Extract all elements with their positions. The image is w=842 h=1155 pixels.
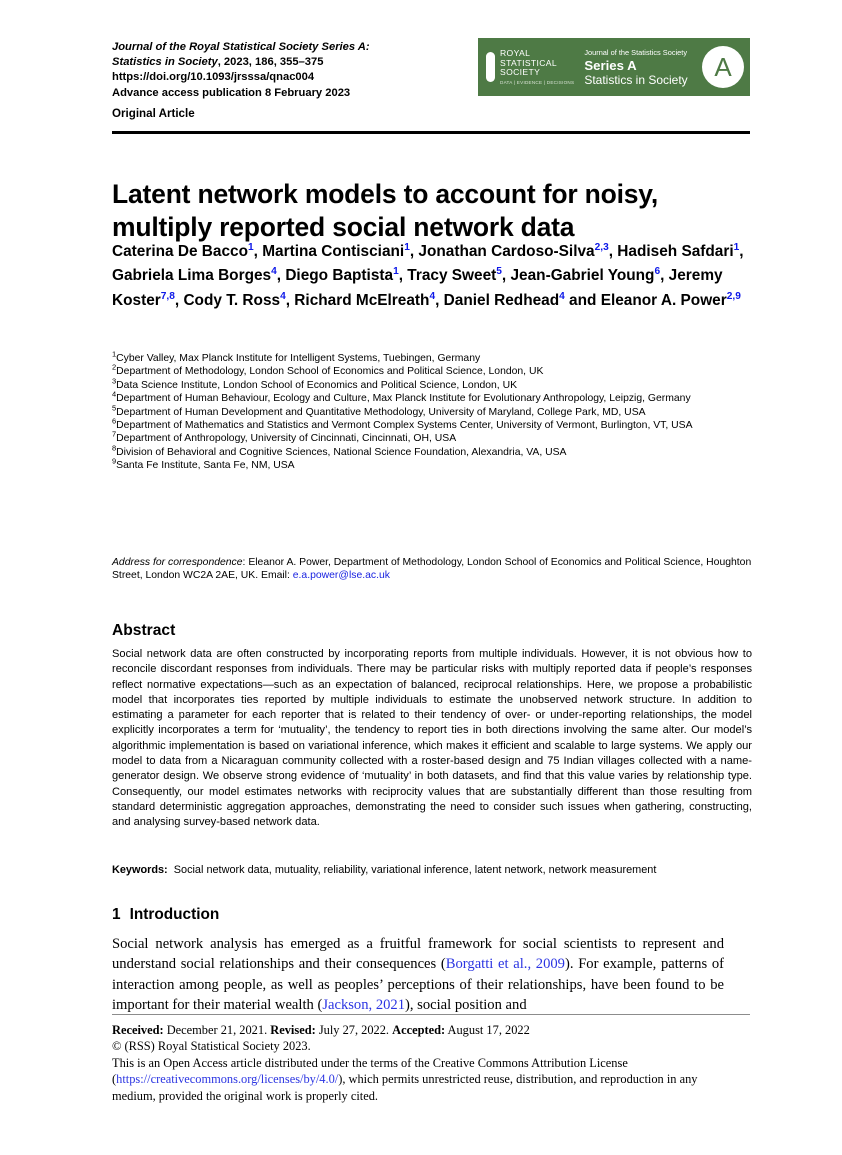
rss-tagline: DATA | EVIDENCE | DECISIONS [500,79,575,85]
journal-citation-block [112,40,472,121]
page-title: Latent network models to account for noisy, multiply reported social network data [112,178,658,242]
affiliation-text: Division of Behavioral and Cognitive Sciences, National Science Foundation, Alexandria, VA, USA [116,446,567,458]
author-separator: , [739,243,744,260]
rss-logo-society [486,49,574,85]
citation-link-borgatti[interactable]: Borgatti et al., 2009 [445,956,565,973]
keywords-list: Social network data, mutuality, reliability, variational inference, latent network, network measurement [173,864,657,876]
header-divider [112,131,750,134]
abstract-heading: Abstract [112,622,176,639]
author-affiliation-marker: 4 [559,290,565,302]
logo-subtitle: Statistics in Society [584,72,688,87]
revised-label: Revised: [270,1023,316,1037]
received-label: Received: [112,1023,164,1037]
affiliation-text: Department of Methodology, London School of Economics and Political Science, London, UK [116,366,544,378]
author-name: Caterina De Bacco [112,243,249,260]
affiliation-text: Department of Human Development and Quantitative Methodology, University of Maryland, College Park, MD, USA [116,406,646,418]
journal-title-line1: Journal of the Royal Statistical Society Series A: [112,41,370,53]
license-text-1: This is an Open Access article distributed under the terms of the Creative Commons Attribution License ( [112,1055,628,1087]
affiliation-marker: 1 [112,349,117,359]
intro-text-3: ), social position and [405,996,527,1013]
affiliation-text: Department of Anthropology, University of Cincinnati, Cincinnati, OH, USA [116,433,457,445]
received-date: December 21, 2021. [163,1023,271,1037]
journal-title-italic: Statistics in Society [112,56,218,69]
author-affiliation-marker: 1 [248,241,254,253]
rss-logo-textblock [500,49,574,85]
rss-line-3: SOCIETY [500,67,541,78]
accepted-label: Accepted: [392,1023,446,1037]
author-separator: , [174,291,184,309]
correspondence-email-link[interactable]: e.a.power@lse.ac.uk [292,570,390,582]
author-affiliation-marker: 2,9 [726,290,741,302]
author-separator: , [253,243,263,260]
author-affiliation-marker: 4 [271,266,277,278]
correspondence-label: Address for correspondence [112,557,243,568]
license-statement [112,1055,740,1104]
affiliation-list [112,349,760,473]
author-affiliation-marker: 1 [404,241,410,253]
affiliation-marker: 3 [112,376,117,386]
paper-page [112,0,750,1155]
license-text-2: ), which permits unrestricted reuse, distribution, and reproduction in any medium, provided the original work is properly cited. [112,1072,698,1103]
section-number: 1 [112,906,121,923]
affiliation-item [112,443,760,459]
author-affiliation-marker: 5 [496,266,502,278]
publication-history [112,1022,740,1038]
journal-pages: , 355–375 [273,56,324,69]
affiliation-text: Department of Human Behaviour, Ecology and Culture, Max Planck Institute for Evolutionary Anthropology, Leipzig, Germany [116,393,691,405]
affiliation-item [112,389,760,405]
affiliation-item [112,403,760,419]
affiliation-text: Cyber Valley, Max Planck Institute for Intelligent Systems, Tuebingen, Germany [116,353,481,364]
article-type-label: Original Article [112,106,195,120]
author-name: Diego Baptista [285,267,394,285]
correspondence-text: : Eleanor A. Power, Department of Methodology, London School of Economics and Political Science, Houghton Street, London WC2A 2AE, UK. Email: [112,557,752,582]
author-separator: , [501,267,511,285]
affiliation-item [112,349,760,365]
intro-text-1: Social network analysis has emerged as a fruitful framework for social scientists to represent and understand social relationships and their consequences ( [112,936,724,973]
doi-text: https://doi.org/10.1093/jrsssa/qnac004 [112,71,315,84]
rss-line-2: STATISTICAL [500,57,558,68]
section-heading-introduction [112,906,219,924]
advance-access-text: Advance access publication 8 February 2023 [112,86,351,99]
author-separator: , [285,291,295,309]
author-separator: , [435,291,444,309]
accepted-date: August 17, 2022 [445,1023,530,1037]
copyright-line: © (RSS) Royal Statistical Society 2023. [112,1039,311,1054]
rss-logo-journal [584,48,696,87]
author-separator: , [409,243,419,260]
affiliation-marker: 9 [112,456,117,466]
author-name: Jonathan Cardoso-Silva [418,243,595,260]
footer-divider [112,1014,750,1015]
affiliation-marker: 6 [112,416,117,426]
author-name: Cody T. Ross [183,291,281,309]
affiliation-marker: 5 [112,403,117,413]
journal-title-line2 [112,55,472,70]
rss-line-1: ROYAL [500,48,531,59]
author-affiliation-marker: 2,3 [594,241,609,253]
author-affiliation-marker: 7,8 [160,290,175,302]
author-name: Tracy Sweet [407,267,497,285]
logo-series: Series A [584,57,637,73]
author-name: Daniel Redhead [443,291,560,309]
citation-link-jackson[interactable]: Jackson, 2021 [322,996,406,1013]
author-name: Hadiseh Safdari [617,243,734,260]
affiliation-marker: 2 [112,362,117,372]
author-affiliation-marker: 1 [393,266,399,278]
abstract-text: Social network data are often constructed by incorporating reports from multiple individuals. However, it is not obvious how to reconcile discordant responses from individuals. There may be particular risks with multiply reported data if people’s responses reflect normative expectations—such as an expectation of balanced, reciprocal relationships. Here, we propose a probabilistic model that incorporates ties reported by multiple individuals to estimate the unobserved network structure. In addition to estimating a parameter for each reporter that is related to their tendency of over- or under-reporting relationships, the model explicitly incorporates a term for ‘mutuality’, the tendency to report ties in both directions involving the same alter. Our model’s algorithmic implementation is based on variational inference, which makes it efficient and scalable to large systems. We apply our model to data from a Nicaraguan community collected with a roster-based design and 75 Indian villages collected with a name-generator design. We observe strong evidence of ‘mutuality’ in both datasets, and find that this value varies by relationship type. Consequently, our model estimates networks with reciprocity values that are substantially different than those resulting from standard deterministic aggregation approaches, demonstrating the need to consider such issues when gathering, constructing, and analysing survey-based network data. [112,648,752,829]
journal-volume: 186 [255,56,274,69]
affiliation-text: Data Science Institute, London School of Economics and Political Science, London, UK [116,379,518,391]
affiliation-item [112,456,760,472]
affiliation-text: Department of Mathematics and Statistics and Vermont Complex Systems Center, University of Vermont, Burlington, VT, USA [116,420,693,432]
affiliation-item [112,376,760,392]
revised-date: July 27, 2022. [315,1023,393,1037]
logo-journal-small: Journal of the Statistics Society [584,47,688,57]
affiliation-marker: 8 [112,443,117,453]
license-url-link[interactable]: https://creativecommons.org/licenses/by/4.0/ [116,1072,339,1087]
affiliation-item [112,429,760,445]
author-list [112,240,758,313]
author-name: Martina Contisciani [262,243,405,260]
author-separator: , [660,267,669,285]
series-a-badge: A [702,46,744,88]
affiliation-marker: 7 [112,429,117,439]
author-affiliation-marker: 4 [429,290,436,302]
affiliation-marker: 4 [112,389,117,399]
author-name: Gabriela Lima Borges [112,267,272,285]
correspondence-block [112,556,760,583]
keywords-block [112,863,760,878]
author-name: Eleanor A. Power [600,291,727,309]
author-separator: , [398,267,408,285]
author-name: Jeremy Koster [112,267,723,309]
affiliation-text: Santa Fe Institute, Santa Fe, NM, USA [116,460,295,472]
introduction-paragraph [112,934,724,1015]
affiliation-item [112,416,760,432]
affiliation-item [112,362,760,378]
rss-logo [478,38,750,96]
logo-bar-icon [486,52,495,82]
author-name: Richard McElreath [294,291,430,309]
keywords-label: Keywords: [112,864,168,876]
author-affiliation-marker: 1 [733,241,740,253]
intro-text-2: ). For example, patterns of interaction among people, as well as peoples’ perceptions of their relationships, have been found to be important for their material wealth ( [112,956,725,1013]
author-name: Jean-Gabriel Young [510,267,655,285]
author-separator: , [608,243,618,260]
journal-year: , 2023, [217,56,256,69]
author-separator: and [564,291,601,309]
author-separator: , [276,267,286,285]
author-affiliation-marker: 6 [654,266,661,278]
footer-block [112,1022,740,1104]
masthead [112,40,750,130]
section-title: Introduction [129,906,220,923]
author-affiliation-marker: 4 [280,290,286,302]
